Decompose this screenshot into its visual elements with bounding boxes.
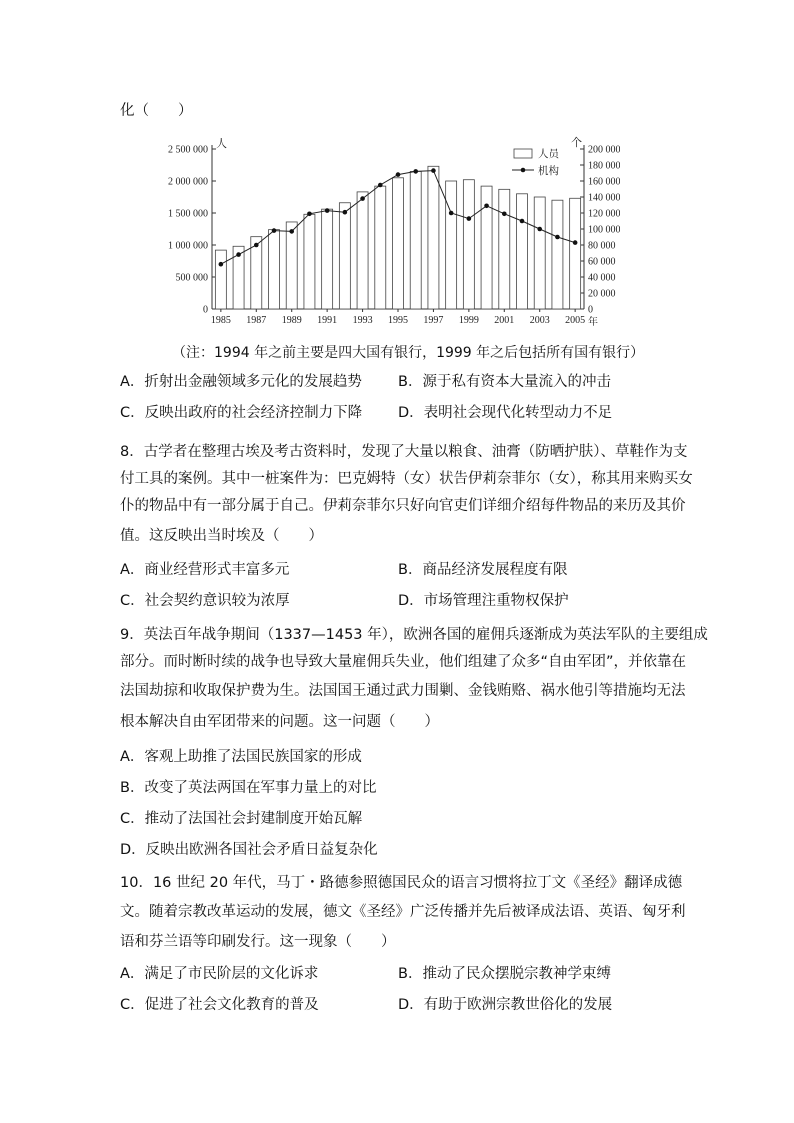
right-tick-label: 120 000 — [588, 208, 620, 220]
x-tick-label: 2003 — [529, 315, 550, 326]
x-tick-label: 2005 — [565, 315, 586, 326]
institution-point — [343, 210, 348, 215]
chart-note: （注：1994 年之前主要是四大国有银行，1999 年之后包括所有国有银行） — [172, 345, 645, 361]
x-tick-label: 1993 — [352, 315, 373, 326]
right-tick-label: 100 000 — [588, 224, 620, 236]
right-axis-unit: 个 — [571, 137, 582, 149]
institution-point — [325, 208, 330, 213]
right-tick-label: 80 000 — [588, 240, 616, 252]
right-tick-label: 0 — [588, 304, 593, 316]
q9-option-d[interactable]: D．反映出欧洲各国社会矛盾日益复杂化 — [120, 842, 378, 858]
q8-stem-line: 仆的物品中有一部分属于自己。伊莉奈菲尔只好向官吏们详细介绍每件物品的来历及其价 — [120, 498, 686, 514]
institution-point — [573, 240, 578, 245]
staff-bar — [339, 203, 350, 309]
staff-bar — [269, 230, 280, 309]
institution-point — [378, 183, 383, 188]
staff-bar — [534, 197, 545, 309]
staff-bar — [552, 200, 563, 309]
x-tick-label: 1989 — [281, 315, 302, 326]
left-tick-label: 2 000 000 — [168, 176, 208, 188]
staff-bar — [393, 178, 404, 309]
staff-bar — [357, 192, 368, 309]
q10-option-a[interactable]: A．满足了市民阶层的文化诉求 — [120, 966, 319, 982]
q9-option-a[interactable]: A．客观上助推了法国民族国家的形成 — [120, 749, 362, 765]
staff-bar — [304, 214, 315, 309]
q7-option-c[interactable]: C．反映出政府的社会经济控制力下降 — [120, 405, 363, 421]
q9-stem-line: 法国劫掠和收取保护费为生。法国国王通过武力围剿、金钱贿赂、祸水他引等措施均无法 — [120, 683, 686, 699]
x-tick-label: 1985 — [210, 315, 231, 326]
q7-option-b[interactable]: B．源于私有资本大量流入的冲击 — [398, 374, 611, 390]
q9-option-c[interactable]: C．推动了法国社会封建制度开始瓦解 — [120, 811, 363, 827]
x-tick-label: 1987 — [246, 315, 267, 326]
institution-point — [219, 262, 224, 267]
q10-option-d[interactable]: D．有助于欧洲宗教世俗化的发展 — [398, 997, 613, 1013]
staff-bar — [570, 198, 581, 309]
q10-stem-line: 语和芬兰语等印刷发行。这一现象（ ） — [120, 934, 396, 950]
q10-stem-line: 文。随着宗教改革运动的发展，德文《圣经》广泛传播并先后被译成法语、英语、匈牙利 — [120, 904, 686, 920]
q8-option-a[interactable]: A．商业经营形式丰富多元 — [120, 562, 290, 578]
staff-institution-chart — [150, 135, 620, 335]
institution-point — [254, 243, 259, 248]
institution-point — [360, 196, 365, 201]
right-tick-label: 180 000 — [588, 160, 620, 172]
institution-point — [413, 169, 418, 174]
staff-bar — [428, 166, 439, 309]
right-tick-label: 140 000 — [588, 192, 620, 204]
x-tick-label: 1997 — [423, 315, 444, 326]
legend-line-label: 机构 — [538, 166, 559, 177]
x-tick-label: 1995 — [388, 315, 408, 326]
institution-point — [396, 172, 401, 177]
staff-bar — [375, 186, 386, 309]
q8-option-c[interactable]: C．社会契约意识较为浓厚 — [120, 593, 290, 609]
q10-stem-line: 10．16 世纪 20 年代，马丁・路德参照德国民众的语言习惯将拉丁文《圣经》翻译成德 — [120, 875, 683, 891]
institution-point — [467, 216, 472, 221]
staff-bar — [410, 171, 421, 309]
institution-point — [449, 211, 454, 216]
staff-bar — [286, 222, 297, 309]
x-axis-unit: 年 — [588, 317, 598, 328]
q10-option-b[interactable]: B．推动了民众摆脱宗教神学束缚 — [398, 966, 611, 982]
left-tick-label: 1 000 000 — [168, 240, 208, 252]
left-tick-label: 2 500 000 — [168, 144, 208, 156]
staff-bar — [215, 250, 226, 309]
legend-line-marker — [521, 168, 526, 173]
institution-point — [502, 212, 507, 217]
legend-bar-label: 人员 — [538, 149, 559, 160]
q8-stem-line: 付工具的案例。其中一桩案件为：巴克姆特（女）状告伊莉奈菲尔（女），称其用来购买女 — [120, 471, 693, 487]
right-tick-label: 160 000 — [588, 176, 620, 188]
right-tick-label: 200 000 — [588, 144, 620, 156]
q8-stem-line: 8．古学者在整理古埃及考古资料时，发现了大量以粮食、油膏（防晒护肤）、草鞋作为支 — [120, 444, 688, 460]
q7-stem-tail: 化（ ） — [120, 103, 193, 119]
left-tick-label: 500 000 — [175, 272, 208, 284]
staff-bar — [517, 194, 528, 309]
institution-point — [555, 235, 560, 240]
q8-option-d[interactable]: D．市场管理注重物权保护 — [398, 593, 569, 609]
staff-bar — [446, 181, 457, 309]
q10-option-c[interactable]: C．促进了社会文化教育的普及 — [120, 997, 319, 1013]
q9-stem-line: 部分。而时断时续的战争也导致大量雇佣兵失业，他们组建了众多“自由军团”，并依靠在 — [120, 654, 687, 670]
right-tick-label: 20 000 — [588, 288, 616, 300]
institution-point — [431, 168, 436, 173]
q7-option-d[interactable]: D．表明社会现代化转型动力不足 — [398, 405, 613, 421]
left-tick-label: 0 — [203, 304, 208, 316]
x-tick-label: 1991 — [317, 315, 338, 326]
institution-point — [272, 228, 277, 233]
q9-stem-line: 9．英法百年战争期间（1337—1453 年），欧洲各国的雇佣兵逐渐成为英法军队的主要组成 — [120, 627, 708, 643]
q7-option-a[interactable]: A．折射出金融领域多元化的发展趋势 — [120, 374, 362, 390]
q8-stem-line: 值。这反映出当时埃及（ ） — [120, 528, 323, 544]
legend-bar-swatch — [514, 149, 532, 158]
institution-point — [236, 252, 241, 257]
q8-option-b[interactable]: B．商品经济发展程度有限 — [398, 562, 568, 578]
left-axis-unit: 人 — [216, 138, 227, 150]
institution-point — [520, 219, 525, 224]
institution-point — [307, 212, 312, 217]
q9-stem-line: 根本解决自由军团带来的问题。这一问题（ ） — [120, 714, 439, 730]
x-tick-label: 2001 — [494, 315, 515, 326]
institution-point — [289, 229, 294, 234]
institution-point — [537, 227, 542, 232]
staff-bar — [322, 209, 333, 309]
staff-bar — [499, 189, 510, 309]
staff-bar — [463, 180, 474, 309]
q9-option-b[interactable]: B．改变了英法两国在军事力量上的对比 — [120, 780, 377, 796]
right-tick-label: 60 000 — [588, 256, 616, 268]
left-tick-label: 1 500 000 — [168, 208, 208, 220]
x-tick-label: 1999 — [458, 315, 479, 326]
institution-point — [484, 204, 489, 209]
right-tick-label: 40 000 — [588, 272, 616, 284]
